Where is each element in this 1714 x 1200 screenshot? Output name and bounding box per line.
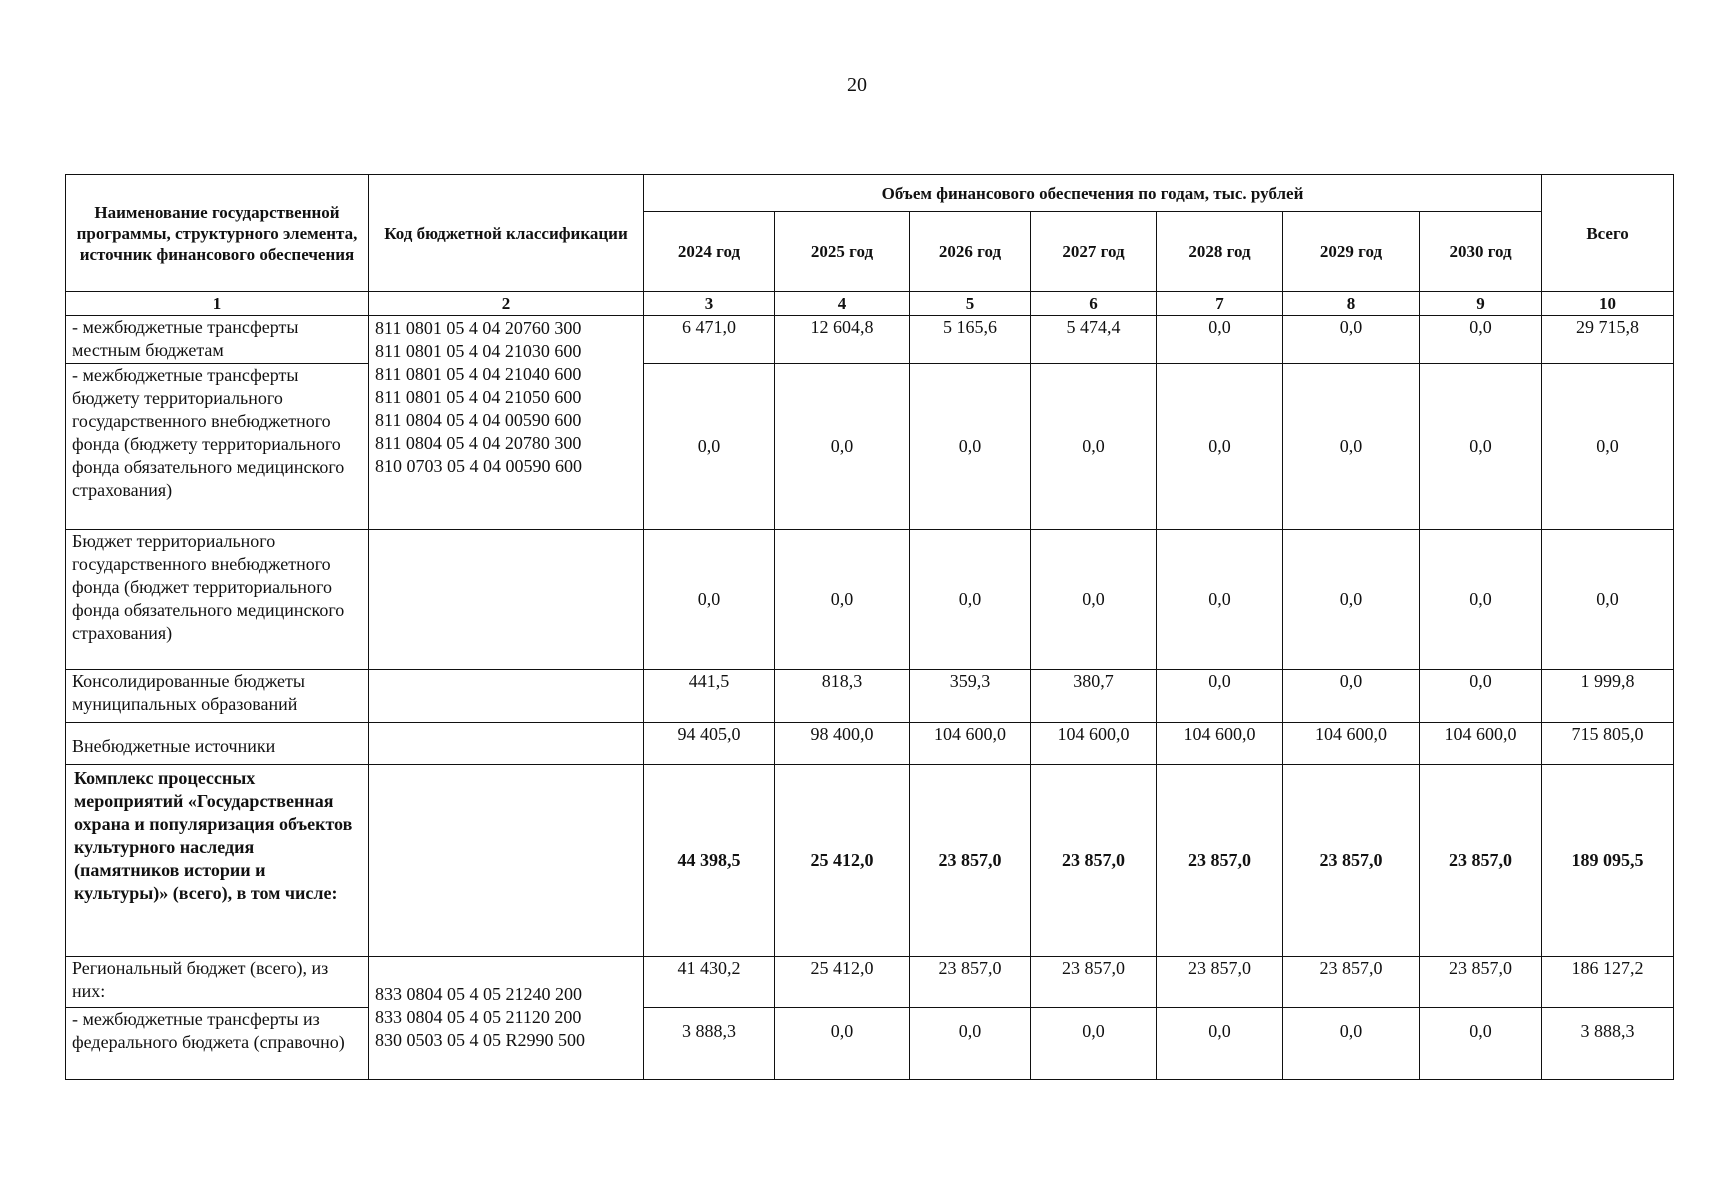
cell-value: 104 600,0 [910,723,1031,765]
cell-value: 23 857,0 [1283,957,1420,1008]
cell-value: 94 405,0 [644,723,775,765]
cell-value: 0,0 [1157,364,1283,530]
cell-value: 189 095,5 [1542,765,1674,957]
cell-value: 3 888,3 [1542,1008,1674,1080]
table-row [66,1008,1674,1080]
cell-value: 0,0 [775,364,910,530]
cell-value: 0,0 [1542,530,1674,670]
table-row [66,530,1674,670]
cell-value: 104 600,0 [1031,723,1157,765]
cell-value: 29 715,8 [1542,316,1674,364]
cell-value: 0,0 [1283,1008,1420,1080]
budget-codes-text: 833 0804 05 4 05 21240 200 833 0804 05 4 05 21120 200 830 0503 05 4 05 R2990 500 [375,984,586,1050]
cell-value: 23 857,0 [1157,765,1283,957]
budget-codes-empty [369,723,644,765]
column-number: 8 [1283,292,1420,316]
cell-value: 41 430,2 [644,957,775,1008]
cell-value: 23 857,0 [1031,765,1157,957]
cell-value: 0,0 [1283,364,1420,530]
cell-value: 0,0 [1031,1008,1157,1080]
column-number: 6 [1031,292,1157,316]
column-number: 1 [66,292,369,316]
cell-value: 25 412,0 [775,765,910,957]
column-number: 5 [910,292,1031,316]
cell-value: 0,0 [1420,1008,1542,1080]
cell-value: 0,0 [1420,530,1542,670]
cell-value: 23 857,0 [1420,957,1542,1008]
cell-value: 23 857,0 [1420,765,1542,957]
column-number: 3 [644,292,775,316]
cell-value: 0,0 [644,530,775,670]
row-name: - межбюджетные трансферты из федерального бюджета (справочно) [66,1008,369,1080]
cell-value: 818,3 [775,670,910,723]
budget-codes-empty [369,670,644,723]
header-year: 2024 год [644,212,775,292]
cell-value: 23 857,0 [910,957,1031,1008]
row-name: Бюджет территориального государственного внебюджетного фонда (бюджет территориального фонда обязательного медицинского страхования) [66,530,369,670]
budget-codes [369,316,644,530]
cell-value: 3 888,3 [644,1008,775,1080]
cell-value: 23 857,0 [910,765,1031,957]
financing-table [65,174,1674,1080]
cell-value: 0,0 [1283,530,1420,670]
column-number: 2 [369,292,644,316]
row-name: - межбюджетные трансферты бюджету территориального государственного внебюджетного фонда (бюджету территориального фонда обязательного медицинского страхования) [66,364,369,530]
column-number: 4 [775,292,910,316]
cell-value: 0,0 [1420,316,1542,364]
column-number: 9 [1420,292,1542,316]
cell-value: 12 604,8 [775,316,910,364]
budget-codes-empty [369,765,644,957]
table-row [66,723,1674,765]
header-year: 2025 год [775,212,910,292]
cell-value: 0,0 [1031,530,1157,670]
cell-value: 104 600,0 [1283,723,1420,765]
header-total: Всего [1542,175,1674,292]
cell-value: 0,0 [775,530,910,670]
cell-value: 359,3 [910,670,1031,723]
cell-value: 44 398,5 [644,765,775,957]
header-year: 2027 год [1031,212,1157,292]
row-name: Внебюджетные источники [66,723,369,765]
cell-value: 23 857,0 [1157,957,1283,1008]
table-row [66,765,1674,957]
cell-value: 23 857,0 [1283,765,1420,957]
column-number: 7 [1157,292,1283,316]
cell-value: 0,0 [1542,364,1674,530]
cell-value: 1 999,8 [1542,670,1674,723]
header-year: 2026 год [910,212,1031,292]
cell-value: 5 474,4 [1031,316,1157,364]
cell-value: 0,0 [644,364,775,530]
cell-value: 23 857,0 [1031,957,1157,1008]
header-name: Наименование государственной программы, структурного элемента, источник финансового обеспечения [66,175,369,292]
budget-codes-text: 811 0801 05 4 04 20760 300 811 0801 05 4 04 21030 600 811 0801 05 4 04 21040 600 811 0801 05 4 04 21050 600 811 0804 05 4 04 00590 600 811 0804 05 4 04 20780 300 810 0703 05 4 04 00590 600 [375,318,582,476]
table-row [66,670,1674,723]
cell-value: 0,0 [1283,670,1420,723]
cell-value: 0,0 [1157,670,1283,723]
cell-value: 104 600,0 [1157,723,1283,765]
cell-value: 5 165,6 [910,316,1031,364]
cell-value: 104 600,0 [1420,723,1542,765]
budget-codes-empty [369,530,644,670]
page-number: 20 [847,74,867,96]
cell-value: 380,7 [1031,670,1157,723]
row-name: Комплекс процессных мероприятий «Государственная охрана и популяризация объектов культурного наследия (памятников истории и культуры)» (всего), в том числе: [66,765,369,957]
cell-value: 98 400,0 [775,723,910,765]
header-code: Код бюджетной классификации [369,175,644,292]
row-name: - межбюджетные трансферты местным бюджетам [66,316,369,364]
cell-value: 0,0 [910,1008,1031,1080]
cell-value: 0,0 [910,530,1031,670]
cell-value: 0,0 [1283,316,1420,364]
row-name: Региональный бюджет (всего), из них: [66,957,369,1008]
header-year: 2029 год [1283,212,1420,292]
table-row [66,957,1674,1008]
table-row [66,364,1674,530]
column-number: 10 [1542,292,1674,316]
row-name: Консолидированные бюджеты муниципальных образований [66,670,369,723]
cell-value: 0,0 [1420,670,1542,723]
cell-value: 0,0 [910,364,1031,530]
cell-value: 715 805,0 [1542,723,1674,765]
cell-value: 0,0 [775,1008,910,1080]
cell-value: 0,0 [1031,364,1157,530]
cell-value: 25 412,0 [775,957,910,1008]
cell-value: 0,0 [1157,530,1283,670]
budget-codes [369,957,644,1080]
header-year: 2028 год [1157,212,1283,292]
cell-value: 186 127,2 [1542,957,1674,1008]
cell-value: 0,0 [1420,364,1542,530]
cell-value: 0,0 [1157,1008,1283,1080]
cell-value: 0,0 [1157,316,1283,364]
header-volume: Объем финансового обеспечения по годам, тыс. рублей [644,175,1542,212]
cell-value: 6 471,0 [644,316,775,364]
cell-value: 441,5 [644,670,775,723]
header-year: 2030 год [1420,212,1542,292]
table-row [66,316,1674,364]
